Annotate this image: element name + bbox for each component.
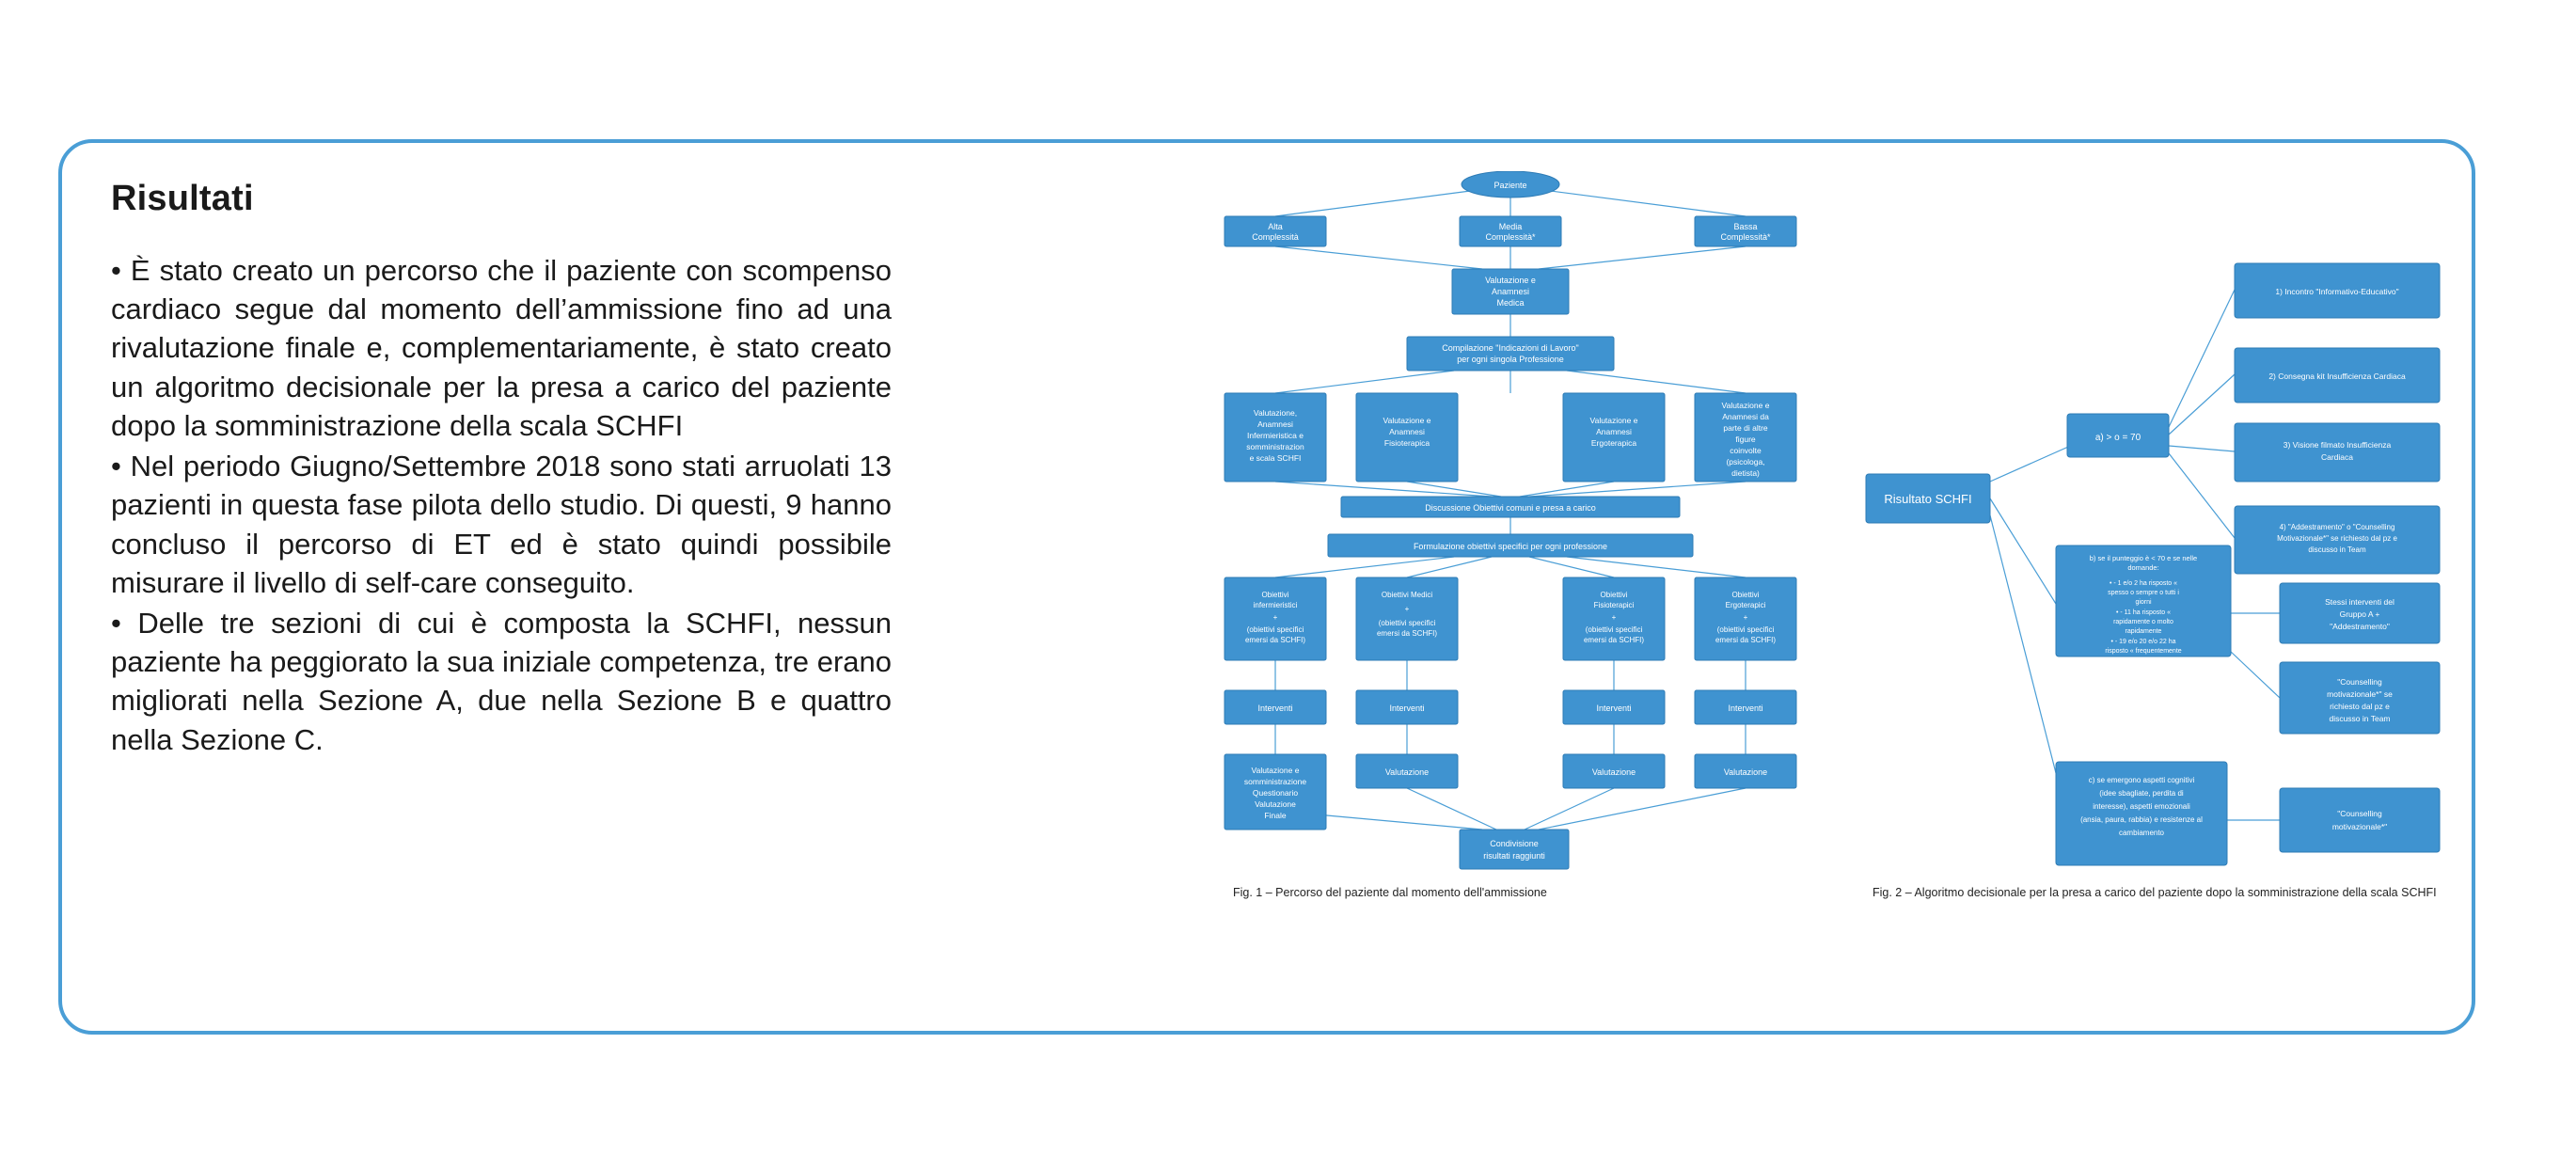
svg-text:risposto « frequentemente: risposto « frequentemente <box>2105 648 2182 655</box>
svg-text:(ansia, paura, rabbia) e resis: (ansia, paura, rabbia) e resistenze al <box>2080 815 2203 824</box>
node-valutazione-finale <box>1225 754 1326 830</box>
svg-text:rapidamente o molto: rapidamente o molto <box>2113 619 2173 625</box>
svg-text:1) Incontro "Informativo-Educa: 1) Incontro "Informativo-Educativo" <box>2275 287 2399 296</box>
svg-text:Ergoterapici: Ergoterapici <box>1725 601 1766 609</box>
svg-text:richiesto dal pz e: richiesto dal pz e <box>2330 702 2390 711</box>
svg-text:Obiettivi Medici: Obiettivi Medici <box>1381 591 1433 599</box>
svg-text:+: + <box>1272 613 1278 622</box>
svg-text:+: + <box>1404 605 1410 613</box>
svg-text:Formulazione obiettivi specifi: Formulazione obiettivi specifici per ogni professione <box>1413 542 1608 551</box>
svg-text:Anamnesi: Anamnesi <box>1596 427 1632 436</box>
svg-text:(obiettivi specifici: (obiettivi specifici <box>1585 625 1643 634</box>
svg-text:Interventi: Interventi <box>1257 704 1293 713</box>
svg-text:Anamnesi da: Anamnesi da <box>1722 412 1769 421</box>
node-branch-a <box>2067 414 2169 457</box>
svg-text:interesse), aspetti emozionali: interesse), aspetti emozionali <box>2093 802 2190 811</box>
svg-text:+: + <box>1743 613 1748 622</box>
svg-text:discusso in Team: discusso in Team <box>2308 545 2366 554</box>
svg-text:3) Visione filmato Insufficien: 3) Visione filmato Insufficienza <box>2283 440 2392 450</box>
svg-text:Valutazione e: Valutazione e <box>1383 416 1431 425</box>
node-valutazione-ergoterapica <box>1563 393 1665 482</box>
svg-text:dietista): dietista) <box>1731 468 1760 478</box>
node-valutazione-fisioterapica <box>1356 393 1458 482</box>
node-interventi-3 <box>1563 690 1665 724</box>
svg-text:Media: Media <box>1498 222 1523 231</box>
node-paziente <box>1462 171 1559 198</box>
svg-text:Complessità*: Complessità* <box>1720 232 1771 242</box>
svg-text:Valutazione e: Valutazione e <box>1589 416 1638 425</box>
svg-text:(idee sbagliate, perdita di: (idee sbagliate, perdita di <box>2099 789 2184 798</box>
results-paragraph-1: • È stato creato un percorso che il paziente con scompenso cardiaco segue dal momento dell’ammissione fino ad una rivalutazione finale e, complementariamente, è stato creato un algoritmo decisionale per la presa a carico del paziente dopo la somministrazione della scala SCHFI <box>111 254 892 442</box>
poster-panel <box>58 139 2475 1035</box>
svg-text:Obiettivi: Obiettivi <box>1600 591 1628 599</box>
svg-text:• - 1 e/o 2 ha risposto «: • - 1 e/o 2 ha risposto « <box>2109 580 2178 587</box>
svg-text:rapidamente: rapidamente <box>2125 628 2162 635</box>
results-text-column <box>111 179 892 761</box>
svg-text:e scala SCHFI: e scala SCHFI <box>1249 453 1302 463</box>
svg-text:emersi da SCHFI): emersi da SCHFI) <box>1583 636 1645 644</box>
node-risultato-schfi <box>1866 474 1990 523</box>
svg-text:Stessi interventi del: Stessi interventi del <box>2325 597 2394 607</box>
svg-text:"Counselling: "Counselling <box>2337 677 2382 687</box>
svg-text:motivazionale*": motivazionale*" <box>2331 822 2388 831</box>
svg-text:b) se il punteggio è < 70 e se: b) se il punteggio è < 70 e se nelle <box>2089 554 2198 562</box>
node-valutazione-infermieristica <box>1225 393 1326 482</box>
svg-text:somministrazione: somministrazione <box>1243 777 1307 786</box>
node-valutazione-2 <box>1356 754 1458 788</box>
svg-text:(psicologa,: (psicologa, <box>1726 457 1765 466</box>
node-condivisione-risultati <box>1460 830 1569 869</box>
figure-2-caption: Fig. 2 – Algoritmo decisionale per la presa a carico del paziente dopo la somministrazione della scala SCHFI <box>1873 886 2437 899</box>
node-interventi-1 <box>1225 690 1326 724</box>
svg-text:giorni: giorni <box>2135 599 2152 606</box>
svg-text:Obiettivi: Obiettivi <box>1731 591 1760 599</box>
svg-text:Valutazione: Valutazione <box>1255 799 1296 809</box>
node-compilazione-indicazioni <box>1407 337 1614 371</box>
svg-text:emersi da SCHFI): emersi da SCHFI) <box>1244 636 1306 644</box>
svg-text:4) "Addestramento" o "Counsell: 4) "Addestramento" o "Counselling <box>2279 523 2395 531</box>
svg-text:Valutazione e: Valutazione e <box>1485 276 1536 285</box>
svg-text:a) > o = 70: a) > o = 70 <box>2094 433 2141 443</box>
svg-text:Valutazione,: Valutazione, <box>1253 408 1298 418</box>
svg-text:motivazionale*" se: motivazionale*" se <box>2327 689 2393 699</box>
node-a2-consegna-kit <box>2235 348 2440 403</box>
svg-text:Finale: Finale <box>1264 811 1287 820</box>
svg-text:Anamnesi: Anamnesi <box>1257 419 1293 429</box>
svg-text:discusso in Team: discusso in Team <box>2329 714 2391 723</box>
svg-text:Condivisione: Condivisione <box>1490 839 1539 848</box>
svg-text:c) se emergono aspetti cogniti: c) se emergono aspetti cognitivi <box>2088 776 2195 784</box>
svg-text:Valutazione: Valutazione <box>1723 767 1768 777</box>
node-obiettivi-fisioterapici <box>1563 577 1665 660</box>
node-obiettivi-infermieristici <box>1225 577 1326 660</box>
svg-text:Complessità: Complessità <box>1252 232 1299 242</box>
svg-text:Medica: Medica <box>1496 298 1525 308</box>
node-a4-addestramento <box>2235 506 2440 574</box>
node-a3-visione-filmato <box>2235 423 2440 482</box>
svg-text:Cardiaca: Cardiaca <box>2320 452 2354 462</box>
svg-text:Questionario: Questionario <box>1252 788 1299 798</box>
node-obiettivi-ergoterapici <box>1695 577 1796 660</box>
svg-text:"Counselling: "Counselling <box>2337 809 2382 818</box>
node-branch-b <box>2056 545 2231 656</box>
svg-text:Discussione Obiettivi comuni e: Discussione Obiettivi comuni e presa a carico <box>1425 503 1596 513</box>
node-b2-counselling-team <box>2280 662 2440 734</box>
svg-text:"Addestramento": "Addestramento" <box>2330 622 2390 631</box>
svg-text:Fisioterapica: Fisioterapica <box>1383 438 1430 448</box>
svg-text:• - 11 ha risposto «: • - 11 ha risposto « <box>2116 609 2171 616</box>
svg-text:Infermieristica e: Infermieristica e <box>1247 431 1304 440</box>
svg-text:spesso o sempre o tutti i: spesso o sempre o tutti i <box>2108 590 2179 596</box>
svg-text:emersi da SCHFI): emersi da SCHFI) <box>1376 629 1438 638</box>
svg-text:(obiettivi specifici: (obiettivi specifici <box>1716 625 1775 634</box>
svg-text:Complessità*: Complessità* <box>1485 232 1536 242</box>
node-alta-complessita <box>1225 216 1326 246</box>
svg-text:emersi da SCHFI): emersi da SCHFI) <box>1715 636 1777 644</box>
svg-text:+: + <box>1611 613 1617 622</box>
node-valutazione-4 <box>1695 754 1796 788</box>
svg-text:Interventi: Interventi <box>1596 704 1632 713</box>
svg-text:Valutazione: Valutazione <box>1591 767 1636 777</box>
svg-text:infermieristici: infermieristici <box>1253 601 1298 609</box>
svg-text:Paziente: Paziente <box>1493 181 1527 190</box>
node-obiettivi-medici <box>1356 577 1458 660</box>
svg-text:Anamnesi: Anamnesi <box>1491 287 1530 296</box>
figure-1-caption: Fig. 1 – Percorso del paziente dal momento dell'ammissione <box>1233 886 1547 899</box>
svg-text:(obiettivi specifici: (obiettivi specifici <box>1378 619 1436 627</box>
page-title: Risultati <box>111 179 254 218</box>
node-valutazione-altre-figure <box>1695 393 1796 482</box>
node-b1-stessi-interventi <box>2280 583 2440 643</box>
svg-text:Fisioterapici: Fisioterapici <box>1593 601 1635 609</box>
node-discussione-obiettivi <box>1341 497 1680 517</box>
node-media-complessita <box>1460 216 1561 246</box>
svg-text:Interventi: Interventi <box>1728 704 1763 713</box>
svg-text:somministrazion: somministrazion <box>1246 442 1304 451</box>
svg-text:Ergoterapica: Ergoterapica <box>1590 438 1637 448</box>
svg-text:2) Consegna kit Insufficienza: 2) Consegna kit Insufficienza Cardiaca <box>2268 372 2406 381</box>
node-valutazione-medica <box>1452 269 1569 314</box>
svg-text:• - 19 e/o 20 e/o 22 ha: • - 19 e/o 20 e/o 22 ha <box>2110 639 2176 645</box>
svg-text:Valutazione e: Valutazione e <box>1721 401 1770 410</box>
results-paragraph-2: • Nel periodo Giugno/Settembre 2018 sono stati arruolati 13 pazienti in questa fase pilota dello studio. Di questi, 9 hanno concluso il percorso di ET ed è stato quindi possibile misurare il livello di self-care conseguito. <box>111 450 892 599</box>
svg-text:Valutazione e: Valutazione e <box>1251 766 1300 775</box>
node-interventi-4 <box>1695 690 1796 724</box>
svg-text:Obiettivi: Obiettivi <box>1261 591 1289 599</box>
node-a1-incontro-informativo <box>2235 263 2440 318</box>
svg-text:Motivazionale*" se richiesto d: Motivazionale*" se richiesto dal pz e <box>2277 534 2397 543</box>
node-branch-c <box>2056 762 2227 865</box>
svg-text:domande:: domande: <box>2127 563 2159 572</box>
node-bassa-complessita <box>1695 216 1796 246</box>
svg-text:Gruppo A +: Gruppo A + <box>2339 609 2380 619</box>
node-formulazione-obiettivi <box>1328 534 1693 557</box>
node-interventi-2 <box>1356 690 1458 724</box>
svg-text:cambiamento: cambiamento <box>2118 829 2165 837</box>
svg-text:Risultato SCHFI: Risultato SCHFI <box>1884 492 1972 506</box>
svg-text:per ogni singola Professione: per ogni singola Professione <box>1457 355 1564 364</box>
node-c1-counselling <box>2280 788 2440 852</box>
svg-text:Alta: Alta <box>1268 222 1283 231</box>
svg-text:Compilazione "Indicazioni di L: Compilazione "Indicazioni di Lavoro" <box>1442 343 1579 353</box>
svg-text:coinvolte: coinvolte <box>1730 446 1762 455</box>
results-body <box>111 251 892 759</box>
svg-text:Valutazione: Valutazione <box>1384 767 1430 777</box>
node-valutazione-3 <box>1563 754 1665 788</box>
svg-text:Bassa: Bassa <box>1733 222 1758 231</box>
svg-text:Interventi: Interventi <box>1389 704 1425 713</box>
svg-text:figure: figure <box>1735 435 1756 444</box>
svg-text:Anamnesi: Anamnesi <box>1389 427 1425 436</box>
svg-text:parte di altre: parte di altre <box>1723 423 1768 433</box>
svg-text:(obiettivi specifici: (obiettivi specifici <box>1246 625 1304 634</box>
results-paragraph-3: • Delle tre sezioni di cui è composta la SCHFI, nessun paziente ha peggiorato la sua iniziale competenza, tre erano migliorati nella Sezione A, due nella Sezione B e quattro nella Sezione C. <box>111 606 892 756</box>
svg-text:risultati raggiunti: risultati raggiunti <box>1483 851 1545 861</box>
